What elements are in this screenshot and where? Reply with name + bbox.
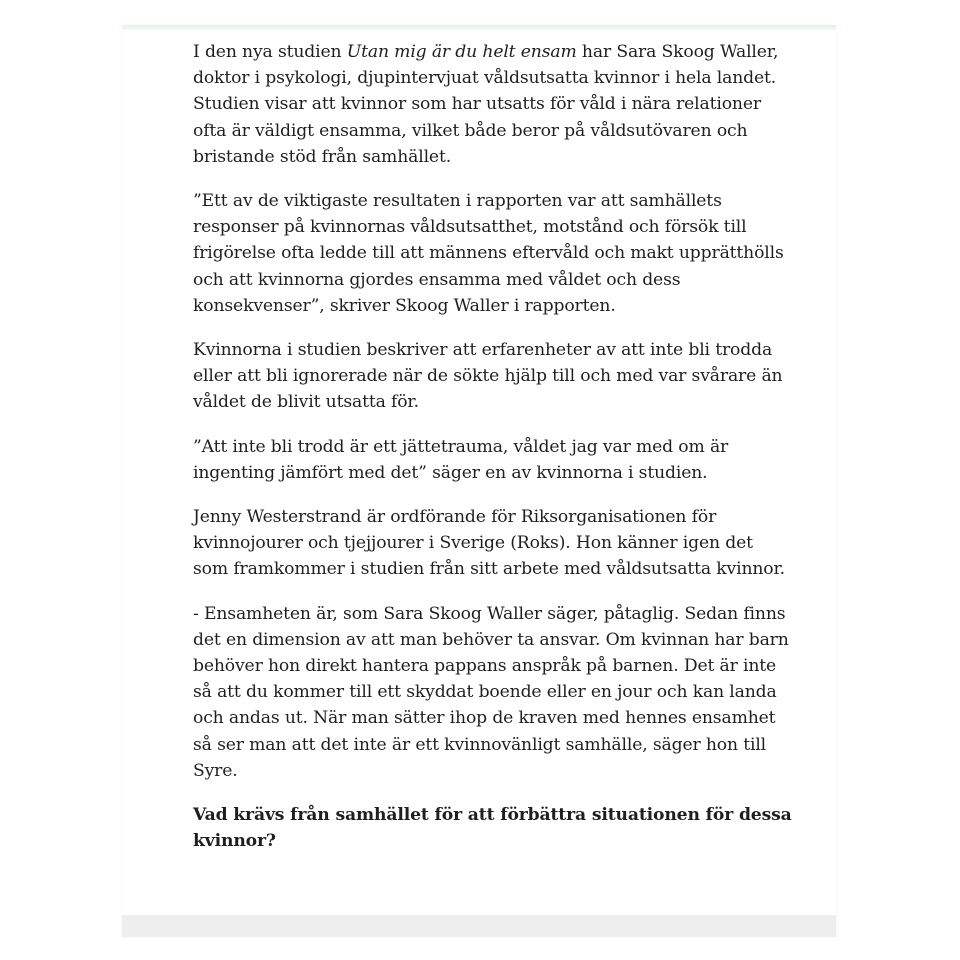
paragraph-quote-report: ”Ett av de viktigaste resultaten i rapporten var att samhällets responser på kvinnornas våldsutsatthet, motstånd och försök till frigörelse ofta ledde till att männens eftervåld och makt upprätthölls och att kvinnorna gjordes ensamma med våldet och dess konsekvenser”, skriver Skoog Waller i rapporten. [193, 191, 784, 316]
article-body [193, 39, 793, 872]
paragraph-experiences: Kvinnorna i studien beskriver att erfarenheter av att inte bli trodda eller att bli ignorerade när de sökte hjälp till och med var svårare än våldet de blivit utsatta för. [193, 340, 783, 413]
intro-text-start: I den nya studien [193, 42, 347, 62]
paragraph-intro [193, 39, 793, 170]
bottom-strip [122, 915, 836, 937]
intro-text-end: har Sara Skoog Waller, doktor i psykologi, djupintervjuat våldsutsatta kvinnor i hela landet. Studien visar att kvinnor som har utsatts för våld i nära relationer ofta är väldigt ensamma, vilket både beror på våldsutövaren och bristande stöd från samhället. [193, 42, 779, 167]
paragraph-interview: - Ensamheten är, som Sara Skoog Waller säger, påtaglig. Sedan finns det en dimension av att man behöver ta ansvar. Om kvinnan har barn behöver hon direkt hantera pappans anspråk på barnen. Det är inte så att du kommer till ett skyddat boende eller en jour och kan landa och andas ut. När man sätter ihop de kraven med hennes ensamhet så ser man att det inte är ett kvinnovänligt samhälle, säger hon till Syre. [193, 603, 789, 781]
question-heading: Vad krävs från samhället för att förbättra situationen för dessa kvinnor? [193, 805, 792, 852]
top-accent-bar [122, 25, 836, 30]
study-title: Utan mig är du helt ensam [346, 42, 577, 62]
paragraph-quote-woman: ”Att inte bli trodd är ett jättetrauma, våldet jag var med om är ingenting jämfört med det” säger en av kvinnorna i studien. [193, 436, 729, 483]
article-frame [122, 25, 836, 937]
paragraph-roks: Jenny Westerstrand är ordförande för Riksorganisationen för kvinnojourer och tjejjourer i Sverige (Roks). Hon känner igen det som framkommer i studien från sitt arbete med våldsutsatta kvinnor. [193, 507, 785, 580]
